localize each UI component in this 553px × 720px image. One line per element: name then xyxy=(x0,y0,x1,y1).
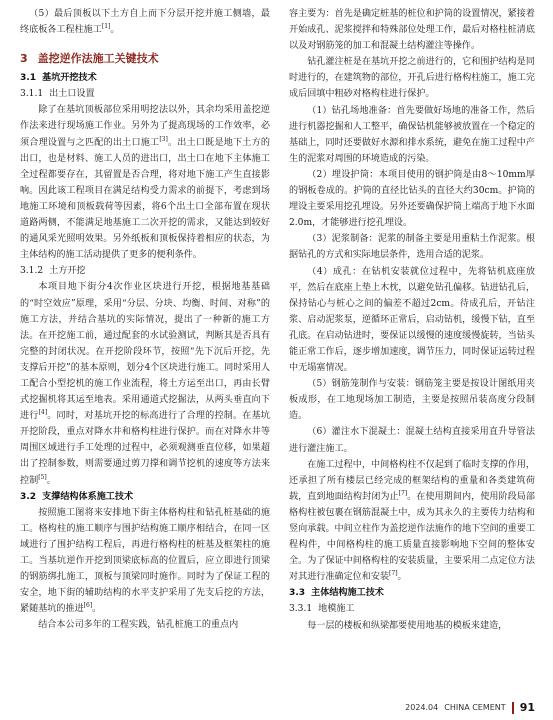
page-footer xyxy=(405,701,535,714)
list-item-drilling: （4）成孔：在钻机安装就位过程中，先将钻机底座放平，然后在底座上垫上木枕，以避免钻孔偏移。钻进钻孔后，保持钻心与桩心之间的偏差不超过2cm。待成孔后，开钻注浆、启动泥浆泵，逆循环正常后，启动钻机，缓慢下钻，直至孔底。在启动钻进时，要保证以缓慢的速度缓慢旋转，当钻头能正常工作后，逐步增加速度，调节压力，同时保证运转过程中无塌塞情况。 xyxy=(289,266,535,374)
paragraph-bored-pile: 钻孔灌注桩是在基坑开挖之前进行的，它和围护结构是同时进行的，在建筑物的部位，开孔后进行格构柱施工，施工完成后回填中粗砂对格构柱进行保护。 xyxy=(289,57,535,100)
section-3-2-heading: 3.2 支撑结构体系施工技术 xyxy=(20,491,134,502)
paragraph-3-2-cont: 结合本公司多年的工程实践，钻孔桩施工的重点内 xyxy=(38,620,239,631)
list-item-casing: （2）埋设护筒：本项目使用的钢护筒是由8～10mm厚的钢板卷成的。护筒的直径比钻头的直径大约30cm。护筒的埋设主要采用挖孔埋设。另外还要确保护筒上端高于地下水面2.0m，才能够进行挖孔埋设。 xyxy=(289,169,535,229)
paragraph-3-2: 按照施工图将来安排地下街主体格构柱和钻孔桩基础的施工。格构柱的施工顺序与围护结构施工顺序相结合，在同一区域进行了围护结构工程后，再进行格构柱的桩基及框架柱的施工。当基坑逆作开挖到顶梁底标高的位置后，应立即进行顶梁的钢筋绑扎施工，顶板与顶梁同时施作。同时为了保证工程的安全，地下街的辅助结构的水平支护采用了先支后挖的方法，紧随基坑的推进[6]。 xyxy=(20,507,270,615)
right-column xyxy=(289,6,535,634)
list-item-concrete: （6）灌注水下混凝土：混凝土结构直接采用直升导管法进行灌注施工。 xyxy=(289,427,535,454)
section-3-heading: 3 盖挖逆作法施工关键技术 xyxy=(20,52,159,66)
paragraph-continued: 容主要为：首先是确定桩基的桩位和护筒的设置情况，紧接着开始成孔、泥浆搅拌和特殊部位处理工作，最后对格柱桩清底以及对钢筋笼的加工和混凝土结构灌注等操作。 xyxy=(289,9,535,52)
paragraph-3-3-1: 每一层的楼板和纵梁都要使用地基的模板来建造， xyxy=(307,620,508,631)
paragraph-3-1-1: 除了在基坑顶板部位采用明挖法以外，其余均采用盖挖逆作法来进行现场施工作业。另外为了提高现场的工作效率，必须合理设置与之匹配的出土口施工[3]。出土口既是地下土方的出口，也是材料、施工人员的进出口，出土口在地下主体施工全过程都要存在，其留置是否合理，将对地下施工产生直接影响。因此该工程项目在满足结构受力需求的前提下，考虑到场地施工环境和顶板载荷等因素，将6个出土口全部布置在现状道路两侧，不能满足地基施工二次开挖的需求，又能达到较好的通风采光照明效果。另外纸板和顶板保持着相应的状态，为主体结构的施工活动提供了更多的便利条件。 xyxy=(20,105,270,261)
left-column xyxy=(20,6,270,633)
paragraph-lattice-column: 在施工过程中，中间格构柱不仅起到了临时支撑的作用，还承担了所有楼层已经完成的框架结构的重量和各类建筑荷载，直到地面结构封闭为止[7]。在使用期间内，使用阶段局部格构柱被包裹在钢筋混凝土中，成为其永久的主要传力结构和竖向承载。中间立柱作为盖挖逆作法施作的地下空间的重要工程构件，中间格构柱的施工质量直接影响地下空间的整体安全。为了保证中间格构柱的安装质量，主要采用二点定位方法对其进行准确定位和安装[7]。 xyxy=(289,459,535,583)
list-item-site-prep: （1）钻孔场地准备：首先要做好场地的准备工作，然后进行机器挖掘和人工整平，确保钻机能够被放置在一个稳定的基础上，同时还要做好水源和排水系统，避免在施工过程中产生的泥浆对周围的环境造成的污染。 xyxy=(289,105,535,164)
section-3-3-heading: 3.3 主体结构施工技术 xyxy=(289,588,384,599)
paragraph-3-1-2: 本项目地下街分4次作业区块进行开挖，根据地基基础的“时空效应”原理，采用“分层、分块、均衡、时间、对称”的施工方法，并结合基坑的实际情况，提出了一种新的施工方法。在开挖施工前，通过配套的水试验测试，判断其是否具有完整的封闭状况。在开挖阶段环节，按照“先下沉后开挖，先支撑后开挖”的基本原则，划分4个区块进行施工。同时采用人工配合小型挖机的施工作业流程，将土方运至出口，再由长臂式挖掘机将其运至地表。采用通道式挖掘法，从两头垂直向下进行[4]。同时，对基坑开挖的标高进行了合理的控制。在基坑开挖阶段，重点对降水井和格构柱进行保护。而在对降水井等周围区域进行手工处理的过程中，必须观测垂直位移，如果超出了控制参数，则需要通过剪刀撑和调节挖机的速度等方法来控制[5]。 xyxy=(20,282,270,486)
section-3-1-heading: 3.1 基坑开挖技术 xyxy=(20,73,97,84)
footer-divider xyxy=(512,702,514,714)
issue-date: 2024.04 xyxy=(405,703,439,712)
section-3-1-1-heading: 3.1.1 出土口设置 xyxy=(20,89,95,100)
section-3-1-2-heading: 3.1.2 土方开挖 xyxy=(20,266,86,277)
page-number: 91 xyxy=(519,701,535,714)
list-item-slurry: （3）泥浆制备：泥浆的制备主要是用重粘土作泥浆。根据钻孔的方式和实际地层条件，选用合适的泥浆。 xyxy=(289,234,535,261)
list-item-rebar-cage: （5）钢筋笼制作与安装：钢筋笼主要是按设计图纸用夹板成形，在工地现场加工制造，主要是按照吊装高度分段制造。 xyxy=(289,379,535,422)
journal-name: CHINA CEMENT xyxy=(444,703,506,712)
section-3-3-1-heading: 3.3.1 地模施工 xyxy=(289,604,355,615)
intro-paragraph: （5）最后顶板以下土方自上而下分层开挖并施工侧墙，最终底板各工程柱施工[1]。 xyxy=(20,9,270,36)
